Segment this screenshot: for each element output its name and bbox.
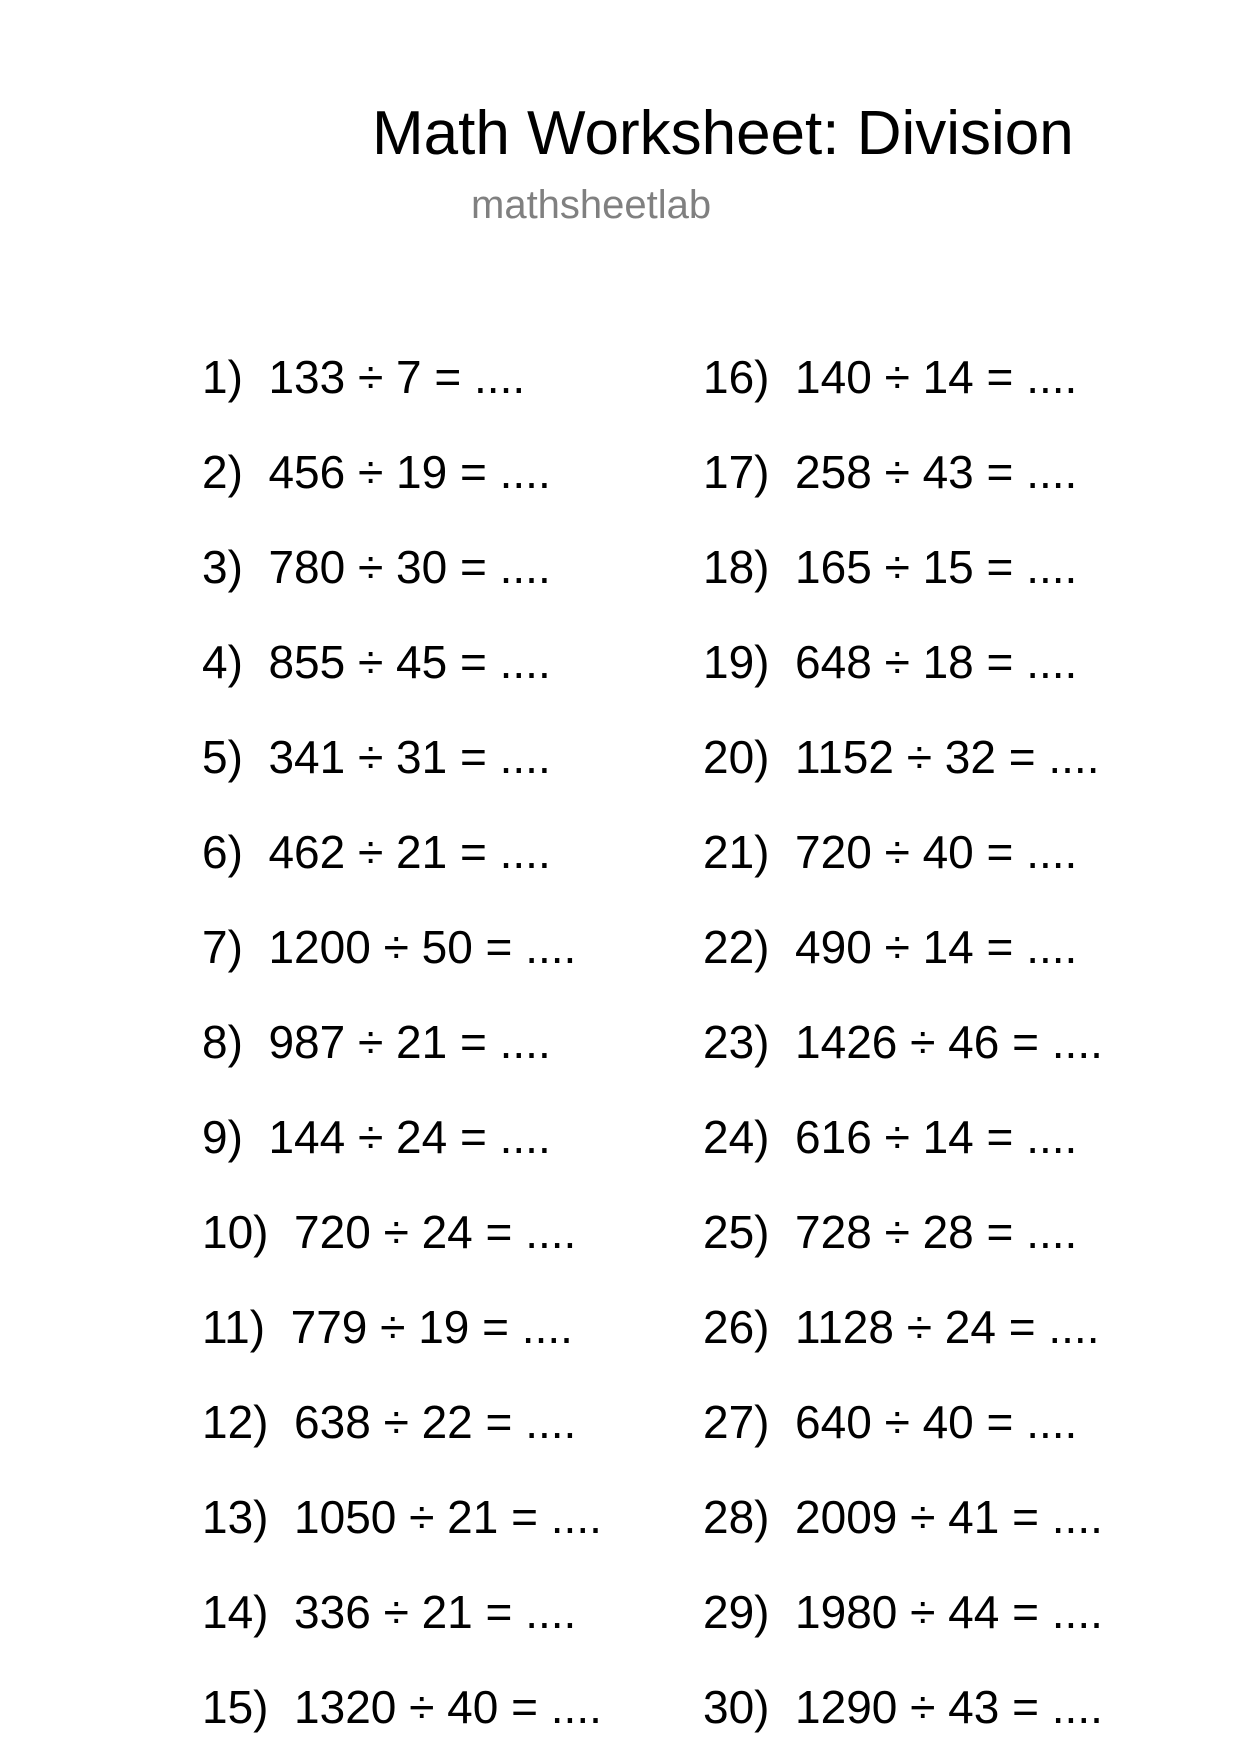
problem-number: 24)	[703, 1111, 770, 1163]
problem-expression: 456 ÷ 19 = ....	[268, 446, 551, 498]
problem-expression: 133 ÷ 7 = ....	[268, 351, 526, 403]
problem-item	[202, 825, 551, 879]
problem-expression: 638 ÷ 22 = ....	[294, 1396, 577, 1448]
problem-number: 3)	[202, 541, 243, 593]
problem-item	[703, 730, 1099, 784]
problem-expression: 1426 ÷ 46 = ....	[795, 1016, 1103, 1068]
problem-number: 30)	[703, 1681, 770, 1733]
problem-item	[202, 1395, 576, 1449]
problem-number: 21)	[703, 826, 770, 878]
problem-number: 7)	[202, 921, 243, 973]
problem-number: 1)	[202, 351, 243, 403]
problem-item	[703, 1015, 1103, 1069]
problem-item	[703, 540, 1077, 594]
problem-number: 11)	[202, 1301, 266, 1353]
problem-item	[703, 1490, 1103, 1544]
problem-item	[202, 540, 551, 594]
problem-number: 17)	[703, 446, 770, 498]
problem-item	[703, 445, 1077, 499]
problem-number: 4)	[202, 636, 243, 688]
problem-number: 20)	[703, 731, 770, 783]
problem-number: 28)	[703, 1491, 770, 1543]
problem-number: 29)	[703, 1586, 770, 1638]
problem-item	[202, 1490, 602, 1544]
problem-expression: 780 ÷ 30 = ....	[268, 541, 551, 593]
problem-item	[202, 1205, 576, 1259]
problem-expression: 140 ÷ 14 = ....	[795, 351, 1078, 403]
problem-number: 19)	[703, 636, 770, 688]
problem-expression: 165 ÷ 15 = ....	[795, 541, 1078, 593]
problem-number: 9)	[202, 1111, 243, 1163]
problem-item	[202, 1110, 551, 1164]
problem-item	[202, 730, 551, 784]
problem-item	[703, 920, 1077, 974]
problem-number: 13)	[202, 1491, 269, 1543]
problem-expression: 258 ÷ 43 = ....	[795, 446, 1078, 498]
problem-number: 8)	[202, 1016, 243, 1068]
problem-item	[202, 1585, 576, 1639]
problem-expression: 1320 ÷ 40 = ....	[294, 1681, 602, 1733]
problem-expression: 2009 ÷ 41 = ....	[795, 1491, 1103, 1543]
problem-expression: 779 ÷ 19 = ....	[290, 1301, 573, 1353]
worksheet-brand: mathsheetlab	[471, 183, 712, 227]
problem-expression: 1050 ÷ 21 = ....	[294, 1491, 602, 1543]
worksheet-title: Math Worksheet: Division	[372, 99, 1074, 168]
problem-expression: 1200 ÷ 50 = ....	[268, 921, 577, 973]
problem-expression: 490 ÷ 14 = ....	[795, 921, 1078, 973]
problem-number: 10)	[202, 1206, 269, 1258]
problem-item	[703, 1585, 1103, 1639]
problem-item	[202, 1015, 551, 1069]
problem-number: 2)	[202, 446, 243, 498]
problem-number: 25)	[703, 1206, 770, 1258]
problem-item	[703, 825, 1077, 879]
problem-number: 15)	[202, 1681, 269, 1733]
problem-expression: 640 ÷ 40 = ....	[795, 1396, 1078, 1448]
problem-number: 26)	[703, 1301, 770, 1353]
problem-item	[703, 1110, 1077, 1164]
problem-item	[202, 920, 576, 974]
problem-expression: 1290 ÷ 43 = ....	[795, 1681, 1103, 1733]
problem-item	[703, 635, 1077, 689]
problem-number: 23)	[703, 1016, 770, 1068]
problem-number: 27)	[703, 1396, 770, 1448]
problem-expression: 462 ÷ 21 = ....	[268, 826, 551, 878]
problem-number: 12)	[202, 1396, 269, 1448]
problem-expression: 648 ÷ 18 = ....	[795, 636, 1078, 688]
problem-item	[202, 1680, 602, 1734]
problem-number: 18)	[703, 541, 770, 593]
problem-expression: 1152 ÷ 32 = ....	[795, 731, 1100, 783]
problem-expression: 855 ÷ 45 = ....	[268, 636, 551, 688]
problem-expression: 987 ÷ 21 = ....	[268, 1016, 551, 1068]
problem-expression: 728 ÷ 28 = ....	[795, 1206, 1078, 1258]
problem-item	[703, 1680, 1103, 1734]
problem-item	[202, 1300, 573, 1354]
problem-expression: 341 ÷ 31 = ....	[268, 731, 551, 783]
problem-number: 22)	[703, 921, 770, 973]
problem-number: 6)	[202, 826, 243, 878]
problem-expression: 720 ÷ 40 = ....	[795, 826, 1078, 878]
problem-number: 5)	[202, 731, 243, 783]
problem-expression: 1980 ÷ 44 = ....	[795, 1586, 1103, 1638]
problem-item	[703, 1205, 1077, 1259]
problem-expression: 1128 ÷ 24 = ....	[795, 1301, 1100, 1353]
problem-item	[703, 350, 1077, 404]
problem-expression: 144 ÷ 24 = ....	[268, 1111, 551, 1163]
problem-expression: 616 ÷ 14 = ....	[795, 1111, 1078, 1163]
problem-expression: 720 ÷ 24 = ....	[294, 1206, 577, 1258]
problem-item	[202, 445, 551, 499]
problem-item	[202, 350, 525, 404]
problem-number: 14)	[202, 1586, 269, 1638]
problem-item	[703, 1395, 1077, 1449]
problem-item	[202, 635, 551, 689]
problem-number: 16)	[703, 351, 770, 403]
problem-expression: 336 ÷ 21 = ....	[294, 1586, 577, 1638]
problem-item	[703, 1300, 1099, 1354]
